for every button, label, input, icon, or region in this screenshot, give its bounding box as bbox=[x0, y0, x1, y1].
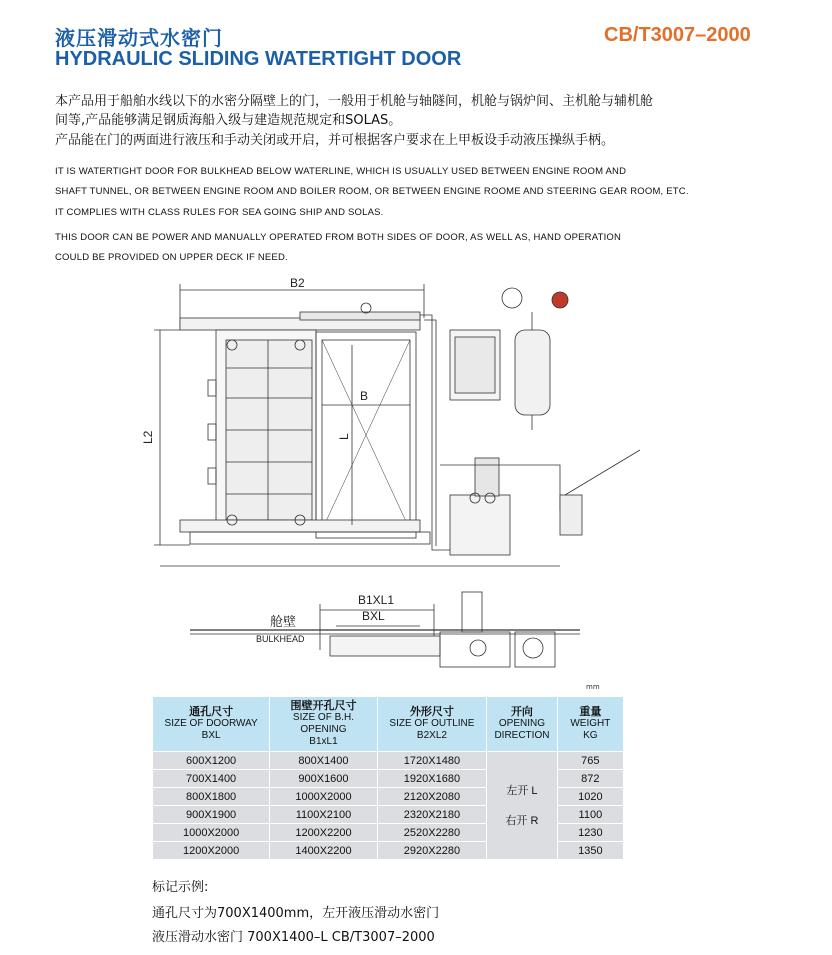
marking-example-line-1: 通孔尺寸为700X1400mm，左开液压滑动水密门 bbox=[152, 906, 440, 921]
title-english: HYDRAULIC SLIDING WATERTIGHT DOOR bbox=[55, 48, 462, 70]
cell-direction bbox=[487, 752, 558, 860]
marking-example-heading: 标记示例: bbox=[152, 880, 209, 895]
header-weight: 重量 WEIGHT KG bbox=[557, 697, 623, 752]
dimension-label-b2: B2 bbox=[290, 276, 305, 290]
description-en-line-1: IT IS WATERTIGHT DOOR FOR BULKHEAD BELOW WATERLINE, WHICH IS USUALLY USED BETWEEN ENGINE ROOM AND bbox=[55, 166, 627, 177]
description-en-line-2: SHAFT TUNNEL, OR BETWEEN ENGINE ROOM AND BOILER ROOM, OR BETWEEN ENGINE ROOME AND STEERING GEAR ROOM, ETC. bbox=[55, 186, 689, 197]
description-cn-line-1: 本产品用于船舶水线以下的水密分隔壁上的门，一般用于机舱与轴隧间，机舱与锅炉间、主机舱与辅机舱 bbox=[55, 94, 654, 109]
header-doorway: 通孔尺寸 SIZE OF DOORWAY BXL bbox=[153, 697, 270, 752]
header-bh-opening: 围壁开孔尺寸 SIZE OF B.H. OPENING B1xL1 bbox=[270, 697, 378, 752]
spec-table bbox=[152, 696, 624, 860]
cell-weight: 1100 bbox=[557, 806, 623, 824]
cell-doorway: 1000X2000 bbox=[153, 824, 270, 842]
dimension-label-b: B bbox=[360, 389, 369, 403]
header-direction: 开向 OPENING DIRECTION bbox=[487, 697, 558, 752]
cell-doorway: 800X1800 bbox=[153, 788, 270, 806]
dimension-label-l2: L2 bbox=[141, 430, 155, 444]
description-cn-line-3: 产品能在门的两面进行液压和手动关闭或开启，并可根据客户要求在上甲板设手动液压操纵手柄。 bbox=[55, 133, 615, 148]
direction-right: 右开 R bbox=[505, 814, 539, 827]
cell-outline: 2520X2280 bbox=[377, 824, 486, 842]
dimension-label-l: L bbox=[337, 433, 351, 440]
bulkhead-label-en: BULKHEAD bbox=[256, 634, 305, 644]
cell-doorway: 700X1400 bbox=[153, 770, 270, 788]
description-en-line-3: IT COMPLIES WITH CLASS RULES FOR SEA GOING SHIP AND SOLAS. bbox=[55, 207, 384, 218]
header-outline: 外形尺寸 SIZE OF OUTLINE B2XL2 bbox=[377, 697, 486, 752]
cell-outline: 2120X2080 bbox=[377, 788, 486, 806]
cell-weight: 1020 bbox=[557, 788, 623, 806]
cell-outline: 2920X2280 bbox=[377, 842, 486, 860]
cell-opening: 1000X2000 bbox=[270, 788, 378, 806]
marking-example-line-2: 液压滑动水密门 700X1400–L CB/T3007–2000 bbox=[152, 930, 435, 945]
cell-outline: 2320X2180 bbox=[377, 806, 486, 824]
title-chinese: 液压滑动式水密门 bbox=[55, 26, 223, 50]
description-cn-line-2: 间等,产品能够满足钢质海船入级与建造规范规定和SOLAS。 bbox=[55, 113, 402, 128]
dimension-label-b1xl1: B1XL1 bbox=[358, 593, 395, 607]
cell-weight: 872 bbox=[557, 770, 623, 788]
cell-opening: 800X1400 bbox=[270, 752, 378, 770]
table-row bbox=[153, 752, 624, 770]
cell-weight: 765 bbox=[557, 752, 623, 770]
unit-label: mm bbox=[586, 683, 600, 691]
description-en-line-5: COULD BE PROVIDED ON UPPER DECK IF NEED. bbox=[55, 252, 288, 263]
cell-weight: 1350 bbox=[557, 842, 623, 860]
dimension-label-bxl: BXL bbox=[362, 609, 385, 623]
cell-outline: 1720X1480 bbox=[377, 752, 486, 770]
cell-opening: 900X1600 bbox=[270, 770, 378, 788]
cell-opening: 1100X2100 bbox=[270, 806, 378, 824]
cell-outline: 1920X1680 bbox=[377, 770, 486, 788]
description-en-line-4: THIS DOOR CAN BE POWER AND MANUALLY OPERATED FROM BOTH SIDES OF DOOR, AS WELL AS, HAND OPERATION bbox=[55, 232, 622, 243]
cell-doorway: 900X1900 bbox=[153, 806, 270, 824]
direction-left: 左开 L bbox=[506, 784, 538, 797]
cell-doorway: 600X1200 bbox=[153, 752, 270, 770]
cell-weight: 1230 bbox=[557, 824, 623, 842]
bulkhead-label-cn: 舱壁 bbox=[270, 614, 297, 629]
standard-code: CB/T3007–2000 bbox=[604, 24, 751, 46]
cell-opening: 1400X2200 bbox=[270, 842, 378, 860]
cell-doorway: 1200X2000 bbox=[153, 842, 270, 860]
cell-opening: 1200X2200 bbox=[270, 824, 378, 842]
